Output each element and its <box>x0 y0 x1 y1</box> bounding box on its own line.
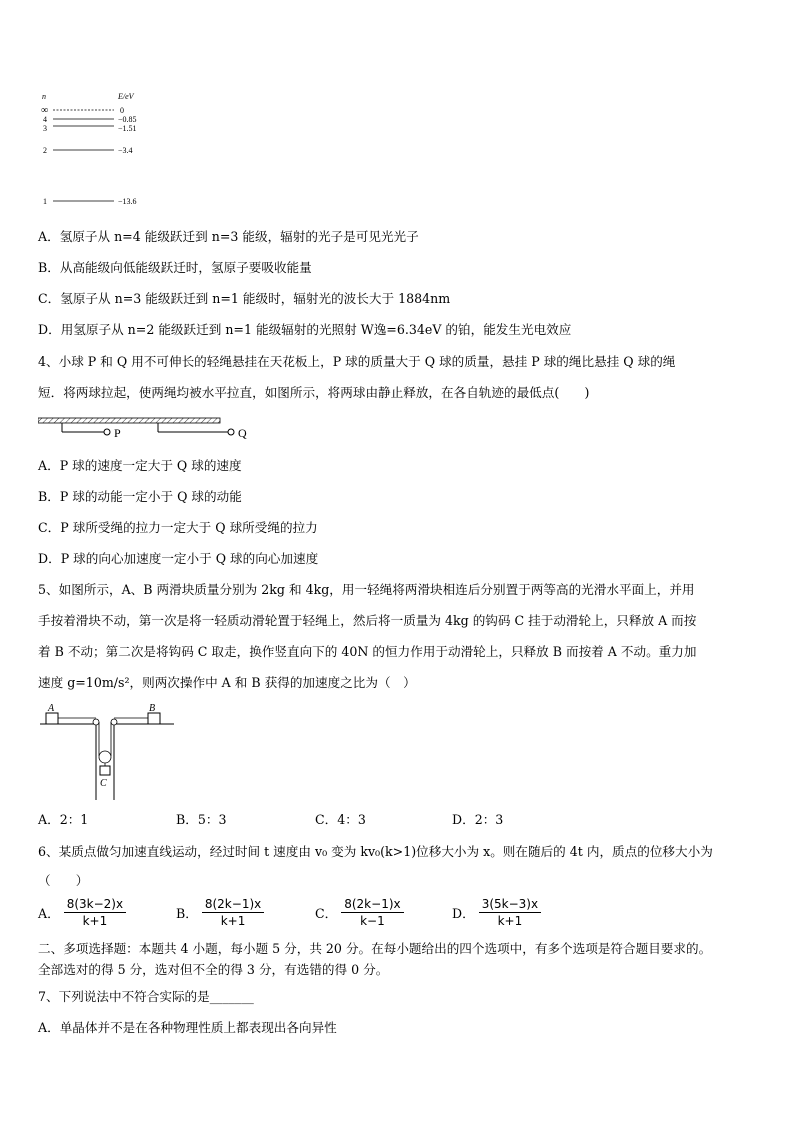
label-c: C <box>100 778 107 789</box>
q5-stem-line-1: 5、如图所示，A、B 两滑块质量分别为 2kg 和 4kg，用一轻绳将两滑块相连后分别置于两等高的光滑水平面上，并用 <box>38 582 695 597</box>
q5-option-c: C．4：3 <box>315 812 366 827</box>
q6-option-b-label: B． <box>176 906 198 921</box>
q5-option-d: D．2：3 <box>452 812 504 827</box>
q3-option-a: A．氢原子从 n=4 能级跃迁到 n=3 能级，辐射的光子是可见光光子 <box>38 229 419 244</box>
block-b <box>148 713 160 724</box>
level-n-2: 2 <box>43 146 47 155</box>
q6-option-b <box>176 897 268 928</box>
level-e-3: −1.51 <box>118 124 137 133</box>
label-a: A <box>48 703 55 714</box>
q3-option-d: D．用氢原子从 n=2 能级跃迁到 n=1 能级辐射的光照射 W逸=6.34eV 的铂，能发生光电效应 <box>38 322 572 337</box>
q6-option-d-numerator: 3(5k−3)x <box>479 897 541 913</box>
e-header: E/eV <box>118 92 134 101</box>
q4-option-a: A．P 球的速度一定大于 Q 球的速度 <box>38 458 242 473</box>
q7-option-a: A．单晶体并不是在各种物理性质上都表现出各向异性 <box>38 1020 337 1035</box>
section2-instructions-line-2: 全部选对的得 5 分，选对但不全的得 3 分，有选错的得 0 分。 <box>38 962 389 977</box>
movable-pulley <box>99 751 111 763</box>
q6-option-c-numerator: 8(2k−1)x <box>341 897 403 913</box>
level-n-1: 1 <box>43 197 47 206</box>
q6-option-a-label: A． <box>38 906 60 921</box>
q4-option-c: C．P 球所受绳的拉力一定大于 Q 球所受绳的拉力 <box>38 520 318 535</box>
q4-option-b: B．P 球的动能一定小于 Q 球的动能 <box>38 489 242 504</box>
n-header: n <box>42 92 46 101</box>
q7-stem: 7、下列说法中不符合实际的是_______ <box>38 989 254 1004</box>
q6-stem-line-2: （ ） <box>38 873 89 888</box>
q4-stem-line-2: 短．将两球拉起，使两绳均被水平拉直，如图所示，将两球由静止释放，在各自轨迹的最低点( ) <box>38 385 590 400</box>
q6-option-d-fraction <box>479 897 541 928</box>
q4-stem-line-1: 4、小球 P 和 Q 用不可伸长的轻绳悬挂在天花板上，P 球的质量大于 Q 球的质量，悬挂 P 球的绳比悬挂 Q 球的绳 <box>38 354 676 369</box>
q4-option-d: D．P 球的向心加速度一定小于 Q 球的向心加速度 <box>38 551 319 566</box>
label-b: B <box>149 703 156 714</box>
q6-option-c-label: C． <box>315 906 338 921</box>
q6-option-a-denominator: k+1 <box>82 914 108 928</box>
level-e-1: −13.6 <box>118 197 137 206</box>
level-n-4: 4 <box>43 115 47 124</box>
fixed-pulley-left <box>93 719 99 725</box>
q3-option-c: C．氢原子从 n=3 能级跃迁到 n=1 能级时，辐射光的波长大于 1884nm <box>38 291 451 306</box>
label-p: P <box>114 426 121 440</box>
ball-p <box>104 429 110 435</box>
q6-option-a-fraction <box>64 897 126 928</box>
q5-stem-line-2: 手按着滑块不动，第一次是将一轻质动滑轮置于轻绳上，然后将一质量为 4kg 的钩码 C 挂于动滑轮上，只释放 A 而按 <box>38 613 697 628</box>
label-q: Q <box>238 426 247 440</box>
q6-option-b-fraction <box>202 897 264 928</box>
q6-option-a-numerator: 8(3k−2)x <box>64 897 126 913</box>
energy-level-diagram <box>38 88 178 210</box>
level-e-4: −0.85 <box>118 115 137 124</box>
q6-option-b-numerator: 8(2k−1)x <box>202 897 264 913</box>
q6-option-c-fraction <box>341 897 403 928</box>
q5-stem-line-4: 速度 g=10m/s²，则两次操作中 A 和 B 获得的加速度之比为（ ） <box>38 675 416 690</box>
q6-option-d-label: D． <box>452 906 475 921</box>
q6-option-b-denominator: k+1 <box>220 914 246 928</box>
q3-option-b: B．从高能级向低能级跃迁时，氢原子要吸收能量 <box>38 260 312 275</box>
q6-option-a <box>38 897 130 928</box>
level-e-2: −3.4 <box>118 146 133 155</box>
level-e-inf: 0 <box>120 106 124 115</box>
q6-option-c-denominator: k−1 <box>360 914 385 928</box>
fixed-pulley-right <box>111 719 117 725</box>
q6-option-c <box>315 897 408 928</box>
ceiling <box>38 418 220 423</box>
q5-option-b: B．5：3 <box>176 812 227 827</box>
ball-q <box>228 429 234 435</box>
q6-stem-line-1: 6、某质点做匀加速直线运动，经过时间 t 速度由 v₀ 变为 kv₀(k>1)位移大小为 x。则在随后的 4t 内，质点的位移大小为 <box>38 844 713 859</box>
block-a <box>46 713 58 724</box>
weight-c <box>100 766 110 775</box>
q6-option-d-denominator: k+1 <box>497 914 523 928</box>
level-n-3: 3 <box>43 124 47 133</box>
q5-option-a: A．2：1 <box>38 812 89 827</box>
section2-instructions-line-1: 二、多项选择题：本题共 4 小题，每小题 5 分，共 20 分。在每小题给出的四个选项中，有多个选项是符合题目要求的。 <box>38 941 712 956</box>
pendulum-figure <box>38 416 260 442</box>
q6-option-d <box>452 897 545 928</box>
pulley-figure <box>38 700 178 802</box>
q5-stem-line-3: 着 B 不动；第二次是将钩码 C 取走，换作竖直向下的 40N 的恒力作用于动滑轮上，只释放 B 而按着 A 不动。重力加 <box>38 644 697 659</box>
level-n-inf: ∞ <box>41 105 49 116</box>
